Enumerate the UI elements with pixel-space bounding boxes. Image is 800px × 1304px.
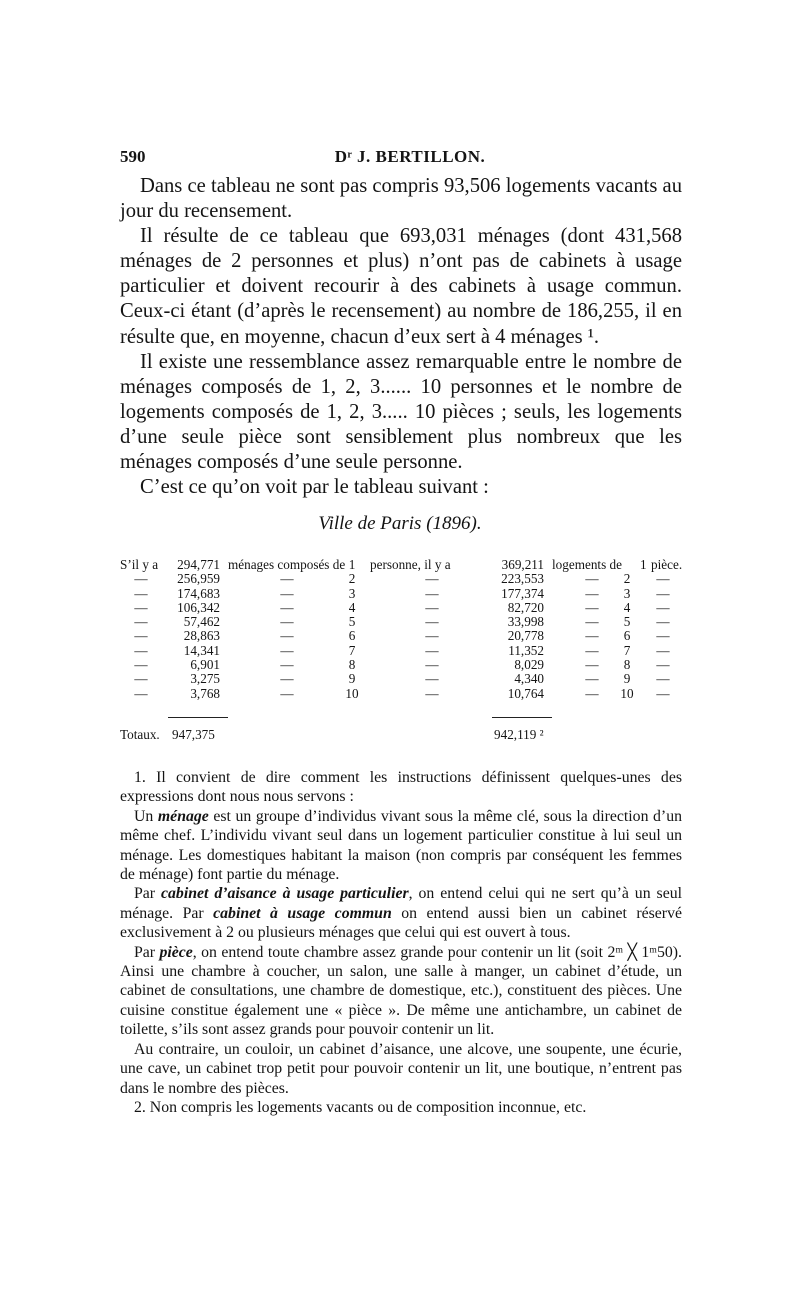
logements-value: 33,998: [507, 614, 544, 630]
table-row: [120, 601, 686, 615]
dash-mark: —: [425, 628, 439, 644]
logements-value: 11,352: [508, 642, 544, 658]
dash-mark: —: [134, 599, 148, 615]
logements-value: 177,374: [501, 585, 544, 601]
menages-value: 3,275: [190, 671, 220, 687]
totals-label: Totaux.: [120, 727, 160, 742]
logements-value: 223,553: [501, 571, 544, 587]
logements-label: logements de: [552, 557, 622, 572]
piece-count: 1: [640, 557, 647, 572]
dash-mark: —: [280, 599, 294, 615]
dash-mark: —: [585, 657, 599, 673]
dash-mark: —: [280, 657, 294, 673]
table-title: Ville de Paris (1896).: [318, 513, 482, 534]
dash-mark: —: [425, 642, 439, 658]
table-body: [120, 572, 686, 701]
dash-mark: —: [585, 671, 599, 687]
dash-mark: —: [134, 642, 148, 658]
footnote-cabinet: Par cabinet d’aisance à usage particulier, on entend celui qui ne sert qu’à un seul ménage. Par cabinet à usage commun on entend aussi bien un cabinet réservé exclusivement à 2 ou plusieurs ménages que celui qui est ouvert à tous.: [120, 885, 682, 942]
paragraph: Il résulte de ce tableau que 693,031 ménages (dont 431,568 ménages de 2 personnes et plus) n’ont pas de cabinets à usage particulier et doivent recourir à des cabinets à usage commun. Ceux-ci étant (d’après le recensement) au nombre de 186,255, il en résulte que, en moyenne, chacun d’eux sert à 4 ménages ¹.: [120, 225, 682, 348]
menages-value: 294,771: [177, 557, 220, 572]
table-row: [120, 572, 686, 586]
dash-mark: —: [585, 614, 599, 630]
table-row: [120, 687, 686, 701]
dash-mark: —: [425, 685, 439, 701]
page-header: [120, 147, 700, 171]
footnotes: [120, 768, 682, 1117]
table-row: [120, 587, 686, 601]
dash-mark: —: [425, 599, 439, 615]
table-row: [120, 658, 686, 672]
dash-mark: —: [656, 671, 670, 687]
row-prefix: S’il y a: [120, 557, 159, 572]
totals-row: [120, 727, 686, 743]
person-count: 3: [348, 585, 356, 601]
menages-value: 256,959: [177, 571, 220, 587]
total-rule-logements: [492, 717, 552, 718]
term-cabinet-commun: cabinet à usage commun: [213, 904, 392, 922]
dash-mark: —: [656, 642, 670, 658]
table-row: [120, 629, 686, 643]
person-count: 2: [348, 571, 356, 587]
dash-mark: —: [280, 614, 294, 630]
paragraph: Il existe une ressemblance assez remarquable entre le nombre de ménages composés de 1, 2, 3...... 10 personnes et le nombre de logements composés de 1, 2, 3..... 10 pièces ; seuls, les logements d’une seule pièce sont sensiblement plus nombreux que les ménages composés d’une seule personne.: [120, 350, 682, 474]
dash-mark: —: [280, 642, 294, 658]
dash-mark: —: [134, 657, 148, 673]
statistics-table: [120, 558, 686, 701]
footnote-menage: Un ménage est un groupe d’individus vivant sous la même clé, sous la direction d’un même chef. L’individu vivant seul dans un logement particulier constitue à lui seul un ménage. Les domestiques habitant la maison (non compris par conséquent les femmes de ménage) font partie du ménage.: [120, 807, 682, 884]
piece-count: 6: [623, 628, 631, 644]
totals-logements: 942,119 ²: [494, 727, 544, 742]
dash-mark: —: [280, 628, 294, 644]
logements-value: 20,778: [507, 628, 544, 644]
dash-mark: —: [134, 571, 148, 587]
piece-count: 5: [623, 614, 631, 630]
dash-mark: —: [280, 671, 294, 687]
menages-label: ménages composés de: [228, 557, 346, 572]
person-count: 8: [348, 657, 356, 673]
logements-value: 8,029: [514, 657, 544, 673]
table-row: [120, 558, 686, 572]
person-count: 7: [348, 642, 356, 658]
dash-mark: —: [280, 585, 294, 601]
dash-mark: —: [280, 685, 294, 701]
dash-mark: —: [656, 599, 670, 615]
dash-mark: —: [585, 685, 599, 701]
piece-label: pièce.: [651, 557, 683, 572]
logements-value: 10,764: [507, 685, 544, 701]
footnote-contrary: Au contraire, un couloir, un cabinet d’aisance, une alcove, une soupente, une écurie, une cave, un cabinet trop petit pour pouvoir contenir un lit, une boutique, n’entrent pas dans le nombre des pièces.: [120, 1040, 682, 1097]
dash-mark: —: [656, 685, 670, 701]
menages-value: 106,342: [177, 599, 220, 615]
dash-mark: —: [134, 671, 148, 687]
dash-mark: —: [585, 628, 599, 644]
menages-value: 3,768: [190, 685, 220, 701]
dash-mark: —: [656, 571, 670, 587]
dash-mark: —: [280, 571, 294, 587]
person-count: 1: [348, 557, 356, 572]
person-count: 10: [345, 685, 359, 701]
dash-mark: —: [425, 571, 439, 587]
menages-value: 14,341: [183, 642, 220, 658]
term-menage: ménage: [157, 807, 209, 825]
dash-mark: —: [134, 585, 148, 601]
dash-mark: —: [585, 571, 599, 587]
dash-mark: —: [656, 657, 670, 673]
paragraph: C’est ce qu’on voit par le tableau suivant :: [140, 476, 489, 499]
dash-mark: —: [585, 599, 599, 615]
footnote-piece: Par pièce, on entend toute chambre assez grande pour contenir un lit (soit 2ᵐ ╳ 1ᵐ50). Ainsi une chambre à coucher, un salon, une salle à manger, un cabinet d’étude, un cabinet de consultations, une chambre de domestique, etc.), constituent des pièces. Une cuisine constitue également une « pièce ». De même une antichambre, un cabinet de toilette, s’ils sont assez grands pour pouvoir contenir un lit.: [120, 943, 682, 1039]
logements-value: 82,720: [507, 599, 544, 615]
piece-count: 4: [623, 599, 631, 615]
piece-count: 8: [623, 657, 631, 673]
paragraph: Dans ce tableau ne sont pas compris 93,506 logements vacants au jour du recensement.: [120, 175, 682, 223]
piece-count: 2: [623, 571, 631, 587]
total-rule-menages: [168, 717, 228, 718]
dash-mark: —: [585, 642, 599, 658]
footnote-2: 2. Non compris les logements vacants ou de composition inconnue, etc.: [134, 1098, 587, 1116]
footnote-1: 1. Il convient de dire comment les instructions définissent quelques-unes des expressions dont nous nous servons :: [120, 769, 682, 806]
dash-mark: —: [425, 614, 439, 630]
logements-value: 369,211: [501, 557, 544, 572]
table-row: [120, 672, 686, 686]
person-count: 4: [348, 599, 356, 615]
menages-value: 6,901: [190, 657, 220, 673]
dash-mark: —: [425, 671, 439, 687]
piece-count: 3: [623, 585, 631, 601]
term-cabinet-particulier: cabinet d’aisance à usage particulier: [161, 885, 409, 903]
menages-value: 174,683: [177, 585, 220, 601]
dash-mark: —: [134, 614, 148, 630]
piece-count: 10: [620, 685, 634, 701]
person-count: 9: [348, 671, 356, 687]
dash-mark: —: [656, 628, 670, 644]
dash-mark: —: [585, 585, 599, 601]
person-count: 6: [348, 628, 356, 644]
main-text: [120, 174, 682, 500]
term-piece: pièce: [159, 943, 193, 961]
dash-mark: —: [134, 628, 148, 644]
table-row: [120, 644, 686, 658]
menages-value: 57,462: [183, 614, 220, 630]
personne-label: personne, il y a: [370, 557, 451, 572]
dash-mark: —: [134, 685, 148, 701]
dash-mark: —: [656, 614, 670, 630]
logements-value: 4,340: [514, 671, 544, 687]
person-count: 5: [348, 614, 356, 630]
piece-count: 7: [623, 642, 631, 658]
dash-mark: —: [656, 585, 670, 601]
piece-count: 9: [623, 671, 631, 687]
totals-menages: 947,375: [172, 727, 215, 742]
menages-value: 28,863: [183, 628, 220, 644]
dash-mark: —: [425, 657, 439, 673]
dash-mark: —: [425, 585, 439, 601]
page-number: 590: [120, 147, 146, 166]
table-row: [120, 615, 686, 629]
running-title: Dʳ J. BERTILLON.: [334, 147, 486, 166]
